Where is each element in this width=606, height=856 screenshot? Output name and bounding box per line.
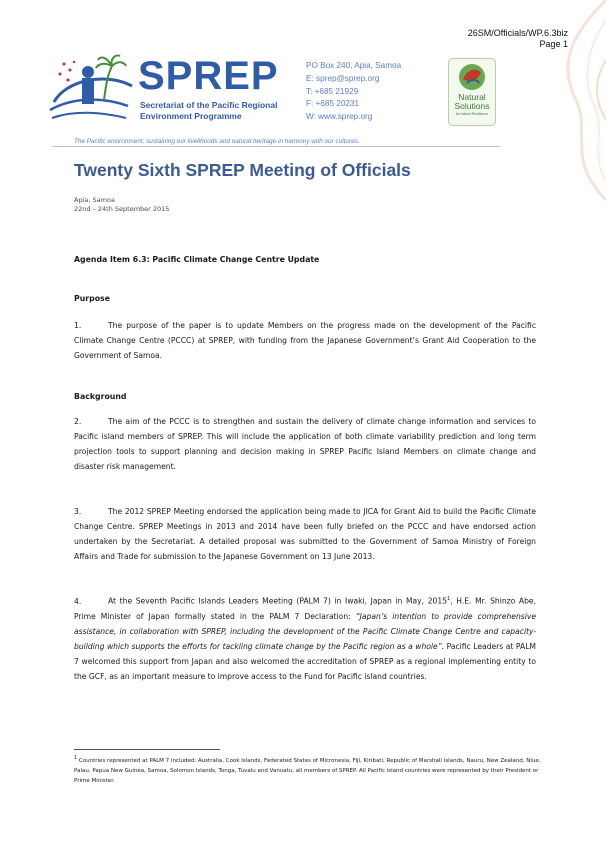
purpose-heading: Purpose <box>74 294 110 303</box>
meeting-dates: 22nd – 24th September 2015 <box>74 205 170 213</box>
page-number: Page 1 <box>539 39 568 49</box>
tagline: The Pacific environment, sustaining our livelihoods and natural heritage in harmony with our cultures. <box>74 138 360 145</box>
paragraph-text: , H.E. Mr. Shinzo Abe, Prime Minister of Japan formally stated in the PALM 7 Declaration: <box>74 596 536 621</box>
background-heading: Background <box>74 392 127 401</box>
contact-phone: T: +685 21929 <box>306 86 359 96</box>
sprep-emblem-icon <box>46 50 136 128</box>
sprep-logo <box>46 50 296 130</box>
paragraph-number: 4. <box>74 596 82 606</box>
paragraph-3 <box>74 504 536 564</box>
footnote <box>74 753 544 786</box>
contact-block <box>306 60 401 124</box>
badge-line3: for Island Resilience <box>455 112 489 116</box>
paragraph-number: 3. <box>74 507 82 516</box>
contact-website[interactable]: W: www.sprep.org <box>306 112 373 122</box>
paragraph-text: The 2012 SPREP Meeting endorsed the application being made to JICA for Grant Aid to build the Pacific Climate Change Centre. SPREP Meetings in 2013 and 2014 have been fully briefed on the PCCC and have endorsed action undertaken by the Secretariat. A detailed proposal was submitted to the Government of Samoa Ministry of Foreign Affairs and Trade for submission to the Japanese Government on 13 June 2013. <box>74 507 536 561</box>
paragraph-number: 2. <box>74 417 82 426</box>
contact-address: PO Box 240, Apia, Samoa <box>306 61 402 70</box>
badge-line1: Natural <box>458 92 486 102</box>
paragraph-4 <box>74 592 536 684</box>
sprep-wordmark: SPREP <box>138 54 279 98</box>
contact-fax: F: +685 20231 <box>306 99 360 109</box>
leaf-emblem-icon <box>449 59 495 93</box>
paragraph-text: At the Seventh Pacific Islands Leaders Meeting (PALM 7) in Iwaki, Japan in May, 2015 <box>108 596 448 606</box>
paragraph-2 <box>74 414 536 474</box>
meeting-location <box>74 196 169 214</box>
header-divider <box>52 146 500 147</box>
document-reference <box>468 28 568 50</box>
natural-solutions-badge <box>448 58 496 126</box>
footnote-reference[interactable]: 1 <box>447 596 451 602</box>
sprep-fullname-line2: Environment Programme <box>140 111 242 121</box>
reference-code: 26SM/Officials/WP.6.3biz <box>467 28 568 38</box>
sprep-fullname-line1: Secretariat of the Pacific Regional <box>140 100 278 110</box>
contact-email[interactable]: E: sprep@sprep.org <box>306 73 380 83</box>
agenda-item-heading: Agenda Item 6.3: Pacific Climate Change Centre Update <box>74 255 320 264</box>
footnote-text: Countries represented at PALM 7 included: Australia, Cook Islands, Federated States of Micronesia, Fiji, Kiribati, Republic of Marshall Islands, Nauru, New Zealand, Niue, Palau, Papua New Guinea, Samoa, Solomon Islands, Tonga, Tuvalu and Vanuatu, all members of SPREP. All Pacific island countries were represented by their President or Prime Minister. <box>74 757 541 784</box>
paragraph-number: 1. <box>74 321 82 330</box>
meeting-place: Apia, Samoa <box>74 196 115 204</box>
footnote-number: 1 <box>74 755 78 761</box>
badge-line2: Solutions <box>454 101 490 111</box>
paragraph-1 <box>74 318 536 363</box>
declaration-quote: “Japan’s intention to provide comprehensive assistance, in collaboration with SPREP, including the development of the Pacific Climate Change Centre and capacity-building which supports the efforts for tackling climate change by the Pacific region as a whole”. <box>74 611 536 651</box>
paragraph-text: The aim of the PCCC is to strengthen and sustain the delivery of climate change information and services to Pacific island members of SPREP. This will include the application of both climate variability prediction and long term projection tools to support planning and decision making in SPREP Pacific Island Members on climate change and disaster risk management. <box>74 417 536 471</box>
document-title: Twenty Sixth SPREP Meeting of Officials <box>74 160 411 180</box>
paragraph-text: The purpose of the paper is to update Members on the progress made on the development of the Pacific Climate Change Centre (PCCC) at SPREP, with funding from the Japanese Government’s Grant Aid Cooperation to the Government of Samoa. <box>74 321 536 360</box>
paragraph-text: Pacific Leaders at PALM 7 welcomed this support from Japan and also welcomed the accreditation of SPREP as a regional implementing entity to the GCF, as an important measure to improve access to the Fund for Pacific island countries. <box>74 641 536 681</box>
footnote-divider <box>74 749 220 750</box>
